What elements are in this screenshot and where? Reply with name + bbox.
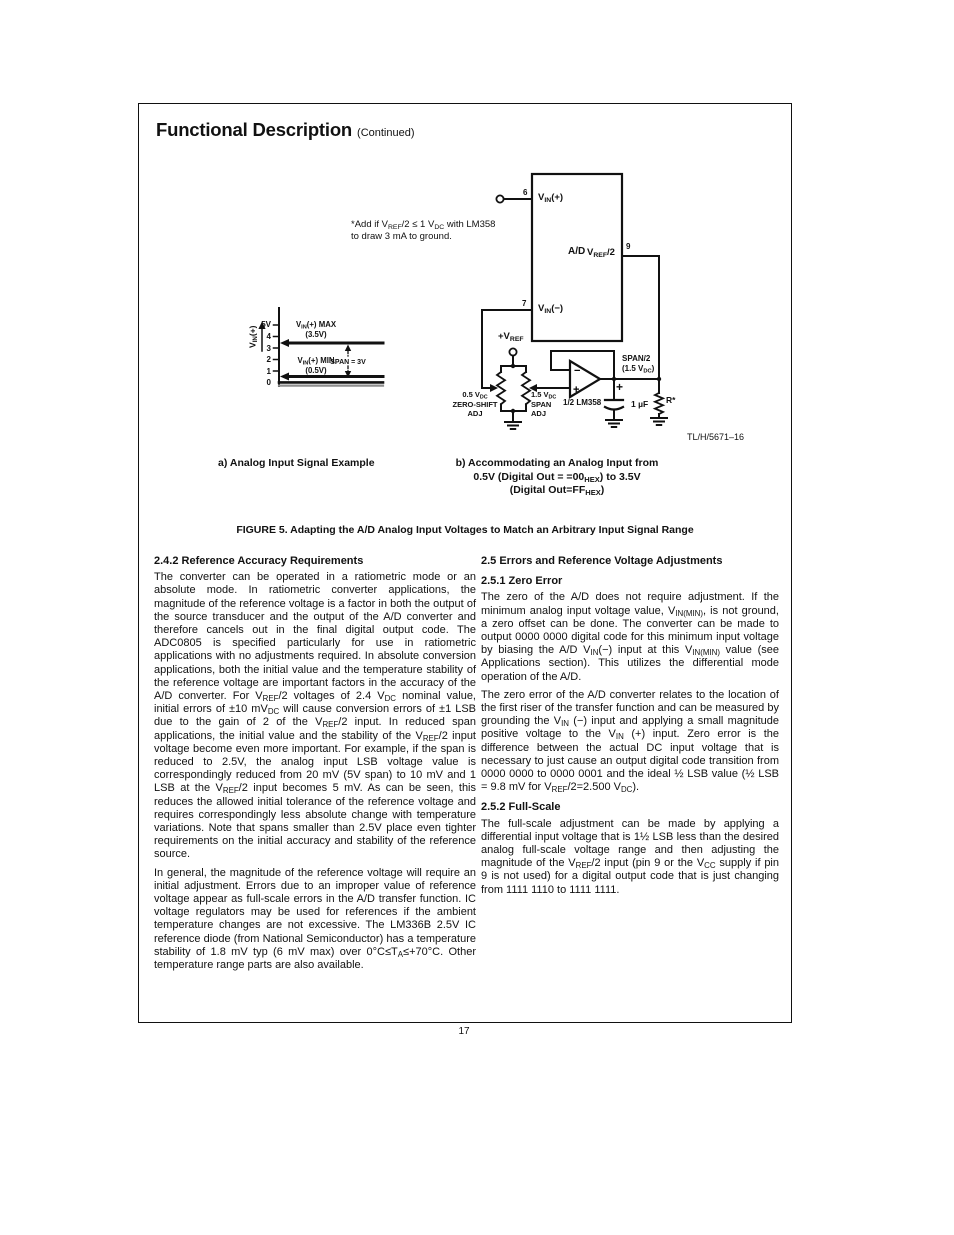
figure-note: *Add if $V_{REF}/2 \le 1$ $V_{DC}$ with LM358 to draw 3 mA to ground. (351, 219, 496, 242)
capacitor-polarity-plus: + (616, 380, 624, 394)
vin-min-annotation: $V_{IN}(+)$ MIN (0.5V) (297, 356, 335, 375)
opamp-part-label: 1/2 LM358 (563, 398, 602, 407)
section-heading-2-4-2: 2.4.2 Reference Accuracy Requirements (154, 555, 364, 567)
section-heading-2-5: 2.5 Errors and Reference Voltage Adjustments (481, 555, 723, 567)
ground-icons (505, 418, 667, 429)
span2-output-label: SPAN/2 (1.5 $V_{DC}$) (622, 354, 655, 375)
right-column-paragraph-2: The zero error of the A/D converter relates to the location of the first riser of the transfer function and can be measured by grounding the $V_{IN}$ (−) input and applying a small magnitude positive voltage to the $V_{IN}$ (+) input. Zero error is the difference between the actual DC input voltage that is necessary to just cause an output digital code transition from 0000 0000 to 0000 0001 and the ideal ½ LSB value (½ LSB = 9.8 mV for $V_{REF}/2=2.500$ $V_{DC}$). (481, 688, 780, 795)
page-title-text: Functional Description (156, 119, 353, 140)
section-heading-2-5-2: 2.5.2 Full-Scale (481, 801, 561, 814)
adc-vin-minus-label: $V_{IN}(-)$ (538, 303, 564, 315)
axis-tick-3: 3 (266, 343, 271, 353)
page-title (156, 119, 415, 141)
section-heading-2-5-1: 2.5.1 Zero Error (481, 575, 563, 588)
caption-a: a) Analog Input Signal Example (218, 457, 375, 469)
page-title-continued: (Continued) (357, 127, 415, 139)
axis-tick-5v: 5V (261, 320, 271, 329)
left-column (154, 555, 476, 972)
axis-tick-1: 1 (266, 366, 271, 376)
vin-max-annotation: $V_{IN}(+)$ MAX (3.5V) (295, 320, 337, 339)
figure-caption: FIGURE 5. Adapting the A/D Analog Input Voltages to Match an Arbitrary Input Signal Range (236, 524, 694, 536)
adc-block-label: A/D (568, 246, 586, 257)
span-annotation: SPAN = 3V (330, 359, 366, 366)
caption-b: b) Accommodating an Analog Input from 0.5V (Digital Out = $=00_{HEX}$) to 3.5V (Digital $Out=FF_{HEX}$) (455, 457, 659, 498)
adc-pin6-number: 6 (523, 188, 528, 197)
left-column-paragraph-1: The converter can be operated in a ratiometric mode or an absolute mode. In ratiometric converter applications, the magnitude of the reference voltage is a factor in both the output of the source transducer and the output of the A/D converter and therefore cancels out in the final digital output code. The ADC0805 is specified particularly for use in ratiometric applications with no adjustments required. In absolute conversion applications, both the initial value and the temperature stability of the reference voltage are important factors in the accuracy of the A/D converter. For $V_{REF}/2$ voltages of 2.4 $V_{DC}$ nominal value, initial errors of ±10 $mV_{DC}$ will cause conversion errors of ±1 LSB due to the gain of 2 of the $V_{REF}/2$ input. In reduced span applications, the initial value and the stability of the $V_{REF}/2$ input voltage become even more important. For example, if the span is reduced to 2.5V, the analog input LSB voltage value is correspondingly reduced from 20 mV (5V span) to 10 mV and 1 LSB at the $V_{REF}/2$ input becomes 5 mV. As can be seen, this reduces the allowed initial tolerance of the reference voltage and requires correspondingly less absolute change with temperature variations. Note that spans smaller than 2.5V place even tighter requirements on the initial accuracy and stability of the reference source. (154, 571, 477, 861)
signal-chart-y-axis-label: $V_{IN}(+)$ (247, 325, 259, 348)
right-column-paragraph-1: The zero of the A/D does not require adjustment. If the minimum analog input voltage value, $V_{IN(MIN)}$, is not ground, a zero offset can be done. The converter can be made to output 0000 0000 digital code for this minimum input voltage by biasing the A/D $V_{IN}(-)$ input at this $V_{IN(MIN)}$ value (see Applications section). This utilizes the differential mode operation of the A/D. (481, 591, 779, 683)
axis-tick-4: 4 (266, 332, 271, 341)
right-column-paragraph-3: The full-scale adjustment can be made by applying a differential input voltage that is 1½ LSB less than the desired analog full-scale voltage range and then adjusting the magnitude of the $V_{REF}/2$ input (pin 9 or the $V_{CC}$ supply if pin 9 is not used) for a digital output code that is just changing from 1111 1110 to 1111 1111. (481, 817, 779, 896)
page-border-box (138, 103, 792, 1023)
page-number: 17 (458, 1026, 470, 1037)
doc-ref-number: TL/H/5671–16 (687, 432, 745, 442)
load-resistor (655, 379, 663, 418)
adc-pin9-number: 9 (626, 242, 631, 251)
adc-vref2-label: $V_{REF}/2$ (587, 247, 615, 259)
right-column (481, 555, 779, 897)
axis-tick-2: 2 (266, 355, 271, 364)
vin-minus-wire (482, 310, 490, 388)
figure-5-diagram (139, 154, 791, 469)
opamp-plus-input-label: + (573, 384, 580, 396)
vref-terminal-label: $+V_{REF}$ (498, 331, 524, 343)
span-adj-label: 1.5 $V_{DC}$ SPAN ADJ (531, 390, 557, 418)
resistor-label: R* (666, 395, 676, 405)
zero-shift-adj-label: 0.5 $V_{DC}$ ZERO-SHIFT ADJ (452, 390, 498, 418)
adc-vin-plus-label: $V_{IN}(+)$ (538, 192, 564, 204)
left-column-paragraph-2: In general, the magnitude of the reference voltage will require an initial adjustment. Errors due to an improper value of reference voltage appear as full-scale errors in the A/D transfer function. IC voltage regulators may be used for references if the ambient temperature changes are not excessive. The LM336B 2.5V IC reference diode (from National Semiconductor) has a temperature stability of 1.8 mV typ (6 mV max) over $0^\circ C\le T_A\le+70^\circ C$. Other temperature range parts are also available. (154, 866, 476, 972)
opamp-minus-input-label: − (574, 365, 581, 377)
adc-pin7-number: 7 (522, 299, 527, 308)
vref-terminal (509, 348, 516, 366)
axis-tick-0: 0 (266, 377, 271, 387)
capacitor-value-label: 1 µF (631, 399, 649, 409)
